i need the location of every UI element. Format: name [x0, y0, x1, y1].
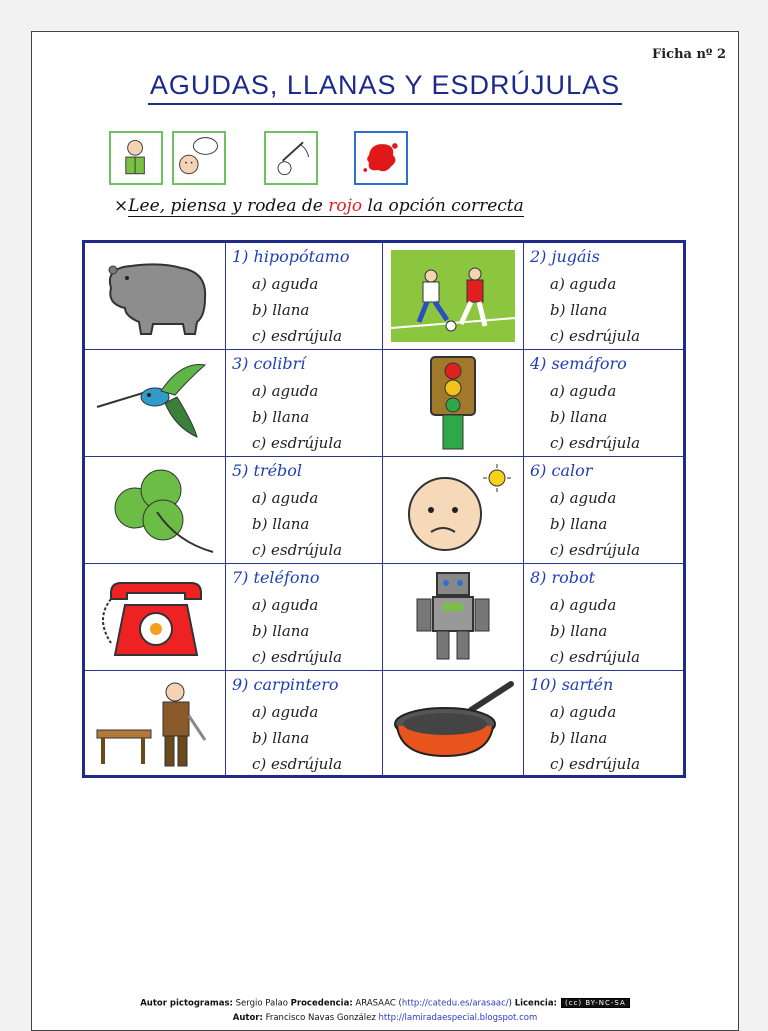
footer-credits — [32, 998, 738, 1009]
option-llana[interactable]: b) llana — [550, 622, 608, 640]
instruction-red-word: rojo — [328, 196, 363, 216]
ficha-number: Ficha nº 2 — [651, 47, 726, 62]
word-label: 8) robot — [530, 568, 596, 587]
word-card-2 — [524, 243, 683, 350]
red-paint-icon — [354, 131, 408, 185]
think-icon — [172, 131, 226, 185]
option-llana[interactable]: b) llana — [252, 515, 310, 533]
blog-link[interactable]: http://lamiradaespecial.blogspot.com — [378, 1013, 538, 1023]
word-card-8 — [524, 564, 683, 671]
word-label: 4) semáforo — [530, 354, 627, 373]
instruction-text-2: la opción correcta — [362, 196, 524, 216]
footer-author — [32, 1013, 738, 1023]
option-aguda[interactable]: a) aguda — [252, 382, 319, 400]
word-label: 1) hipopótamo — [232, 247, 350, 266]
footer-label-license: Licencia: — [514, 998, 557, 1009]
option-aguda[interactable]: a) aguda — [550, 275, 617, 293]
option-esdrujula[interactable]: c) esdrújula — [252, 755, 343, 773]
read-icon — [109, 131, 163, 185]
option-llana[interactable]: b) llana — [550, 515, 608, 533]
option-aguda[interactable]: a) aguda — [252, 703, 319, 721]
word-label: 9) carpintero — [232, 675, 339, 694]
option-esdrujula[interactable]: c) esdrújula — [252, 648, 343, 666]
option-llana[interactable]: b) llana — [252, 408, 310, 426]
footer-paren: ) — [508, 998, 515, 1009]
footer-label-author: Autor pictogramas: — [140, 998, 233, 1009]
option-esdrujula[interactable]: c) esdrújula — [550, 755, 641, 773]
option-aguda[interactable]: a) aguda — [550, 703, 617, 721]
option-llana[interactable]: b) llana — [550, 301, 608, 319]
instruction-text-1: Lee, piensa y rodea de — [128, 196, 329, 216]
carpenter-icon — [85, 671, 226, 777]
traffic-light-icon — [383, 350, 524, 457]
worksheet-page — [31, 31, 739, 1031]
soccer-players-icon — [383, 243, 524, 350]
footer-label-author2: Autor: — [232, 1013, 263, 1023]
page-title — [32, 70, 738, 101]
footer-pictogram-author: Sergio Palao — [232, 998, 291, 1009]
word-label: 5) trébol — [232, 461, 303, 480]
circle-draw-icon — [264, 131, 318, 185]
option-llana[interactable]: b) llana — [252, 622, 310, 640]
arasaac-link[interactable]: http://catedu.es/arasaac/ — [401, 998, 509, 1009]
word-card-7 — [226, 564, 383, 671]
option-aguda[interactable]: a) aguda — [550, 382, 617, 400]
clover-icon — [85, 457, 226, 564]
word-label: 7) teléfono — [232, 568, 320, 587]
option-aguda[interactable]: a) aguda — [252, 275, 319, 293]
option-llana[interactable]: b) llana — [550, 408, 608, 426]
option-esdrujula[interactable]: c) esdrújula — [550, 648, 641, 666]
option-aguda[interactable]: a) aguda — [252, 489, 319, 507]
instruction-marker: × — [114, 196, 129, 216]
instruction — [114, 196, 524, 216]
option-llana[interactable]: b) llana — [252, 301, 310, 319]
frying-pan-icon — [383, 671, 524, 777]
footer-author-name: Francisco Navas González — [262, 1013, 379, 1023]
word-card-4 — [524, 350, 683, 457]
word-card-3 — [226, 350, 383, 457]
word-label: 10) sartén — [530, 675, 614, 694]
option-esdrujula[interactable]: c) esdrújula — [252, 434, 343, 452]
exercise-grid — [82, 240, 686, 778]
hippo-icon — [85, 243, 226, 350]
page-title-text: AGUDAS, LLANAS Y ESDRÚJULAS — [148, 70, 622, 105]
word-label: 3) colibrí — [232, 354, 306, 373]
robot-icon — [383, 564, 524, 671]
word-label: 2) jugáis — [530, 247, 600, 266]
option-esdrujula[interactable]: c) esdrújula — [252, 541, 343, 559]
option-llana[interactable]: b) llana — [252, 729, 310, 747]
footer-source: ARASAAC ( — [352, 998, 402, 1009]
hummingbird-icon — [85, 350, 226, 457]
telephone-icon — [85, 564, 226, 671]
word-label: 6) calor — [530, 461, 593, 480]
word-card-9 — [226, 671, 383, 777]
word-card-6 — [524, 457, 683, 564]
word-card-10 — [524, 671, 683, 777]
option-aguda[interactable]: a) aguda — [252, 596, 319, 614]
word-card-1 — [226, 243, 383, 350]
license-badge: (cc) BY-NC-SA — [561, 998, 630, 1008]
option-llana[interactable]: b) llana — [550, 729, 608, 747]
hot-face-icon — [383, 457, 524, 564]
option-aguda[interactable]: a) aguda — [550, 596, 617, 614]
option-aguda[interactable]: a) aguda — [550, 489, 617, 507]
option-esdrujula[interactable]: c) esdrújula — [252, 327, 343, 345]
word-card-5 — [226, 457, 383, 564]
option-esdrujula[interactable]: c) esdrújula — [550, 327, 641, 345]
option-esdrujula[interactable]: c) esdrújula — [550, 434, 641, 452]
footer-label-source: Procedencia: — [290, 998, 353, 1009]
option-esdrujula[interactable]: c) esdrújula — [550, 541, 641, 559]
